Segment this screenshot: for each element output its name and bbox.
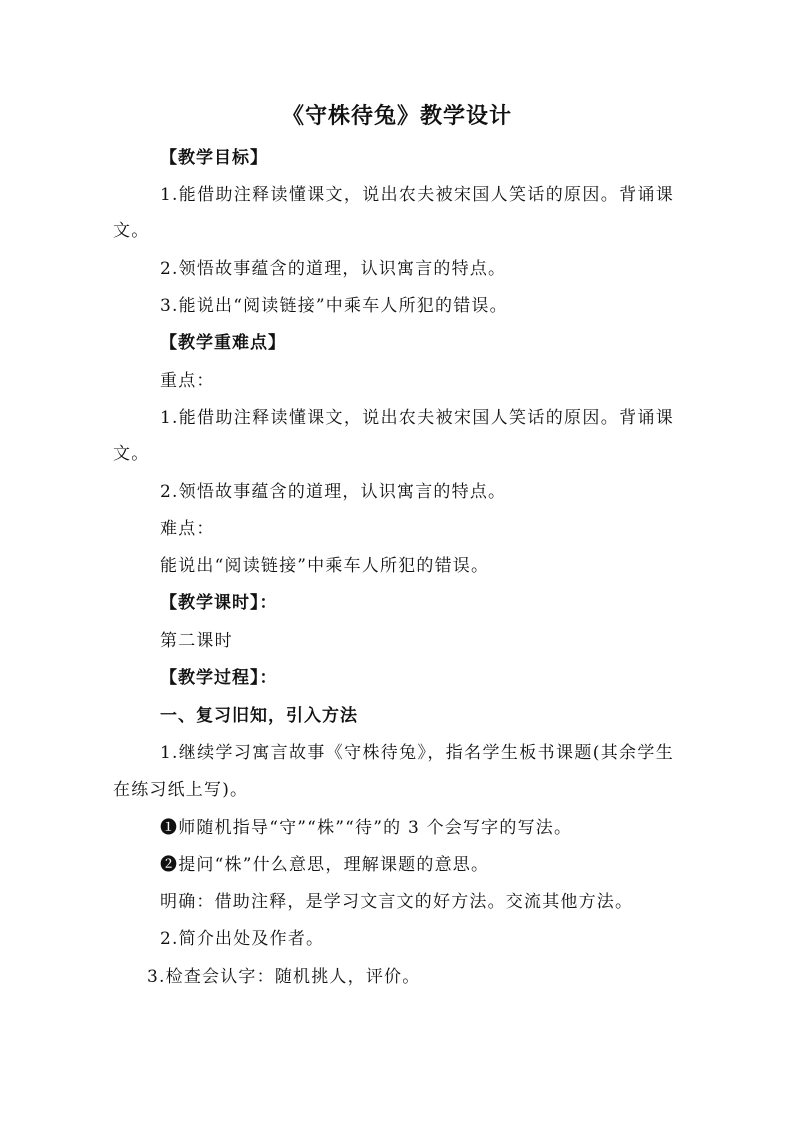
objective-2: 2.领悟故事蕴含的道理，认识寓言的特点。 [160, 259, 507, 279]
objective-3: 3.能说出“阅读链接”中乘车人所犯的错误。 [160, 296, 508, 316]
step-1-a: ❶师随机指导“守”“株”“待”的 3 个会写字的写法。 [160, 818, 573, 838]
keypoints-heading: 【教学重难点】 [160, 333, 286, 353]
step-1-line-1: 1.继续学习寓言故事《守株待兔》，指名学生板书课题(其余学生 [160, 743, 674, 763]
step-1-line-2: 在练习纸上写)。 [113, 780, 249, 800]
process-heading: 【教学过程】： [160, 668, 278, 688]
step-3: 3.检查会认字：随机挑人，评价。 [147, 967, 421, 987]
difficulty-1: 能说出“阅读链接”中乘车人所犯的错误。 [160, 556, 490, 576]
focus-1-line-1: 1.能借助注释读懂课文，说出农夫被宋国人笑话的原因。背诵课 [160, 408, 674, 428]
hours-value: 第二课时 [160, 631, 233, 651]
step-1-b: ❷提问“株”什么意思，理解课题的意思。 [160, 855, 490, 875]
objective-1-line-2: 文。 [113, 221, 150, 241]
step-2: 2.简介出处及作者。 [160, 929, 325, 949]
objectives-heading: 【教学目标】 [160, 148, 268, 168]
difficulty-label: 难点： [160, 519, 215, 539]
focus-2: 2.领悟故事蕴含的道理，认识寓言的特点。 [160, 482, 507, 502]
step-1-c: 明确：借助注释，是学习文言文的好方法。交流其他方法。 [160, 892, 634, 912]
focus-label: 重点： [160, 371, 215, 391]
hours-heading: 【教学课时】： [160, 593, 278, 613]
objective-1-line-1: 1.能借助注释读懂课文，说出农夫被宋国人笑话的原因。背诵课 [160, 185, 674, 205]
document-title: 《守株待兔》教学设计 [281, 104, 512, 129]
focus-1-line-2: 文。 [113, 444, 150, 464]
section-1-heading: 一、复习旧知，引入方法 [160, 706, 358, 726]
